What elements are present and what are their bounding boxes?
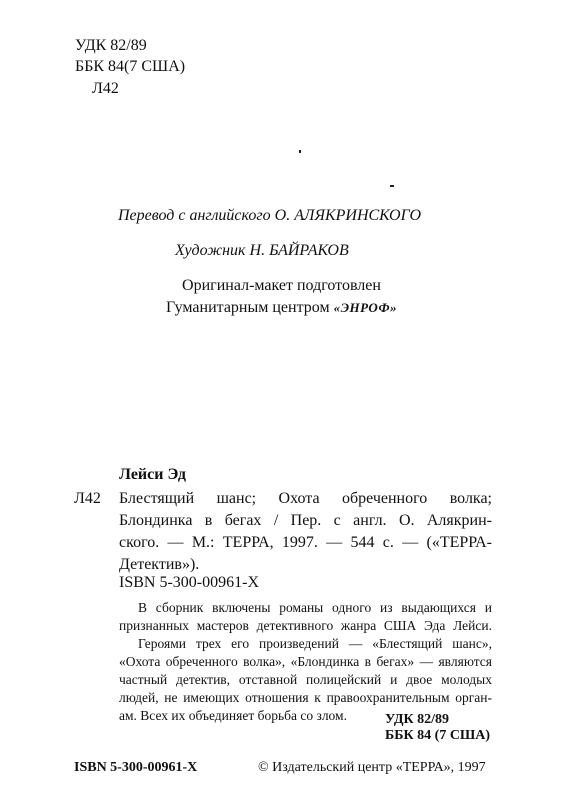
- annotation-line-1: В сборник включены романы одного из выдающихся и: [138, 600, 492, 615]
- catalog-author: Лейси Эд: [119, 466, 186, 483]
- catalog-line-4: Детектив»).: [119, 556, 200, 573]
- catalog-line-3: ского. — М.: ТЕРРА, 1997. — 544 с. — («ТЕРРА-: [119, 534, 492, 551]
- bottom-bbk-code: ББК 84 (7 США): [385, 728, 491, 743]
- artist-credit: Художник Н. БАЙРАКОВ: [175, 242, 349, 259]
- annotation-line-2: признанных мастеров детективного жанра США Эда Лейси.: [119, 618, 492, 633]
- author-sign: Л42: [92, 80, 119, 97]
- catalog-isbn: ISBN 5-300-00961-X: [119, 574, 259, 591]
- layout-credit-prefix: Гуманитарным центром: [165, 299, 330, 316]
- bbk-code: ББК 84(7 США): [75, 58, 186, 75]
- catalog-sign: Л42: [74, 490, 101, 507]
- annotation-line-6: людей, не имеющих отношения к правоохранительным орган-: [119, 690, 492, 705]
- print-speck: [299, 150, 301, 153]
- print-speck: [390, 185, 394, 187]
- udk-code: УДК 82/89: [75, 37, 147, 54]
- layout-credit-line2: [0, 298, 563, 318]
- bottom-udk-code: УДК 82/89: [385, 712, 450, 727]
- copyright-notice: © Издательский центр «ТЕРРА», 1997: [258, 760, 486, 775]
- catalog-line-1: Блестящий шанс; Охота обреченного волка;: [119, 490, 492, 507]
- annotation-line-7: ам. Всех их объединяет борьба со злом.: [119, 708, 347, 723]
- layout-credit-line1: Оригинал-макет подготовлен: [182, 277, 381, 294]
- translator-credit: Перевод с английского О. АЛЯКРИНСКОГО: [118, 207, 422, 224]
- annotation-line-3: Героями трех его произведений — «Блестящий шанс»,: [138, 636, 492, 651]
- catalog-line-2: Блондинка в бегах / Пер. с англ. О. Алякрин-: [119, 512, 492, 529]
- footer-isbn: ISBN 5-300-00961-X: [74, 760, 198, 775]
- enrof-brand-logo: «ЭНРОФ»: [333, 300, 398, 315]
- annotation-line-5: частный детектив, отставной полицейский и двое молодых: [119, 672, 492, 687]
- annotation-line-4: «Охота обреченного волка», «Блондинка в бегах» — являются: [119, 654, 492, 669]
